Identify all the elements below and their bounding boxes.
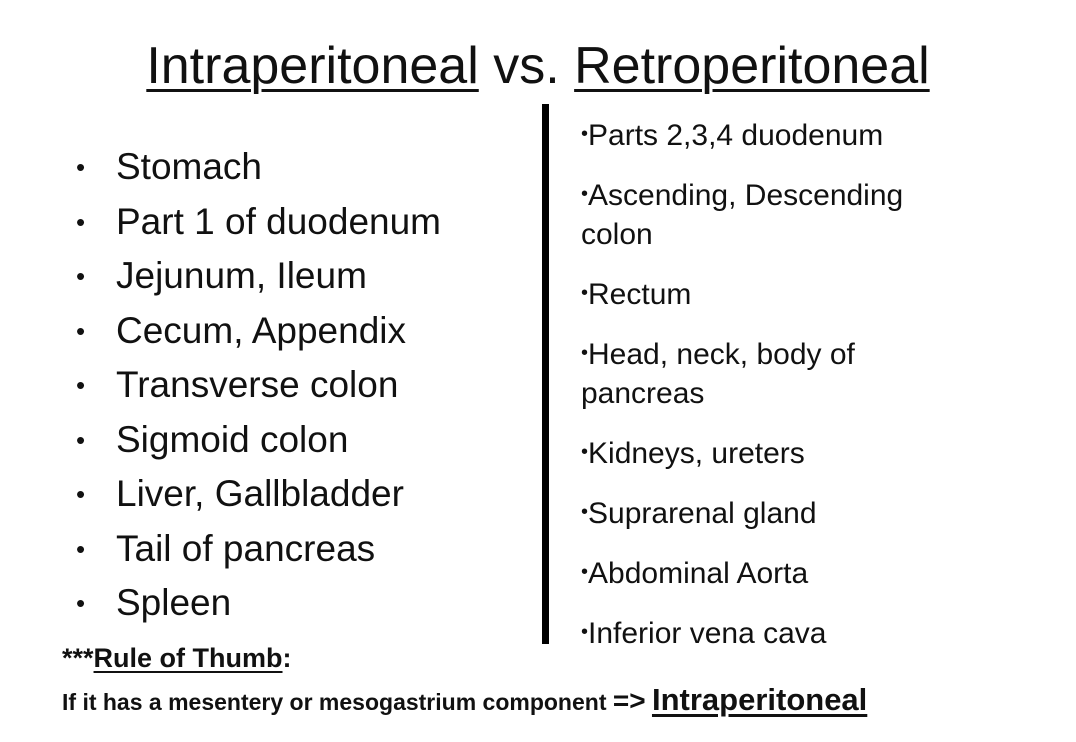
bullet-icon: • [581, 441, 589, 463]
bullet-icon: • [581, 123, 589, 145]
bullet-icon: • [76, 261, 86, 291]
list-item-label: Sigmoid colon [116, 418, 349, 460]
rule-statement-text: If it has a mesentery or mesogastrium component [62, 689, 607, 715]
list-item [74, 358, 441, 413]
list-item-label: Parts 2,3,4 duodenum [588, 119, 884, 152]
bullet-icon: • [76, 315, 86, 346]
list-item-label: Kidneys, ureters [588, 437, 805, 470]
list-item [74, 140, 441, 195]
list-item-label: Head, neck, body of pancreas [581, 338, 855, 410]
rule-statement [62, 680, 867, 722]
page-title [0, 34, 1076, 98]
rule-colon: : [282, 643, 292, 673]
bullet-icon: • [581, 183, 589, 205]
list-item [74, 522, 441, 577]
bullet-icon: • [76, 206, 86, 237]
list-item-label: Stomach [116, 146, 263, 187]
list-item [581, 553, 981, 593]
list-item-label: Inferior vena cava [588, 617, 827, 650]
list-item-label: Abdominal Aorta [588, 557, 809, 590]
title-vs: vs. [493, 37, 560, 95]
list-item [74, 249, 441, 304]
bullet-icon: • [581, 342, 589, 364]
bullet-icon: • [76, 533, 86, 564]
rule-of-thumb-heading [62, 640, 292, 676]
rule-label: Rule of Thumb [93, 643, 283, 673]
bullet-icon: • [581, 501, 589, 523]
retroperitoneal-list [581, 115, 981, 673]
bullet-icon: • [76, 479, 86, 509]
bullet-icon: • [581, 561, 589, 583]
list-item [581, 493, 981, 533]
list-item-label: Ascending, Descending colon [581, 179, 904, 251]
list-item [581, 613, 981, 653]
list-item [581, 115, 981, 155]
column-divider [542, 104, 549, 644]
bullet-icon: • [581, 282, 589, 304]
title-intraperitoneal: Intraperitoneal [146, 37, 479, 95]
bullet-icon: • [76, 588, 86, 618]
list-item [74, 195, 441, 250]
list-item-label: Liver, Gallbladder [116, 473, 404, 514]
list-item-label: Suprarenal gland [588, 497, 817, 530]
rule-prefix: *** [62, 643, 94, 673]
rule-conclusion: Intraperitoneal [651, 682, 868, 717]
bullet-icon: • [76, 152, 86, 182]
bullet-icon: • [581, 621, 589, 643]
arrow-icon: => [612, 685, 646, 716]
list-item [581, 274, 981, 314]
list-item-label: Transverse colon [116, 364, 399, 405]
list-item [74, 467, 441, 522]
list-item-label: Jejunum, Ileum [116, 255, 367, 296]
list-item [581, 334, 981, 413]
list-item [74, 304, 441, 359]
list-item-label: Spleen [116, 582, 232, 623]
list-item-label: Part 1 of duodenum [116, 200, 441, 242]
list-item [74, 413, 441, 468]
list-item-label: Tail of pancreas [116, 527, 376, 569]
list-item [581, 433, 981, 473]
list-item [74, 576, 441, 631]
title-retroperitoneal: Retroperitoneal [574, 37, 930, 95]
list-item [581, 175, 981, 254]
list-item-label: Rectum [588, 278, 692, 311]
bullet-icon: • [76, 424, 86, 455]
list-item-label: Cecum, Appendix [116, 309, 407, 351]
intraperitoneal-list [74, 140, 441, 631]
bullet-icon: • [76, 370, 86, 400]
